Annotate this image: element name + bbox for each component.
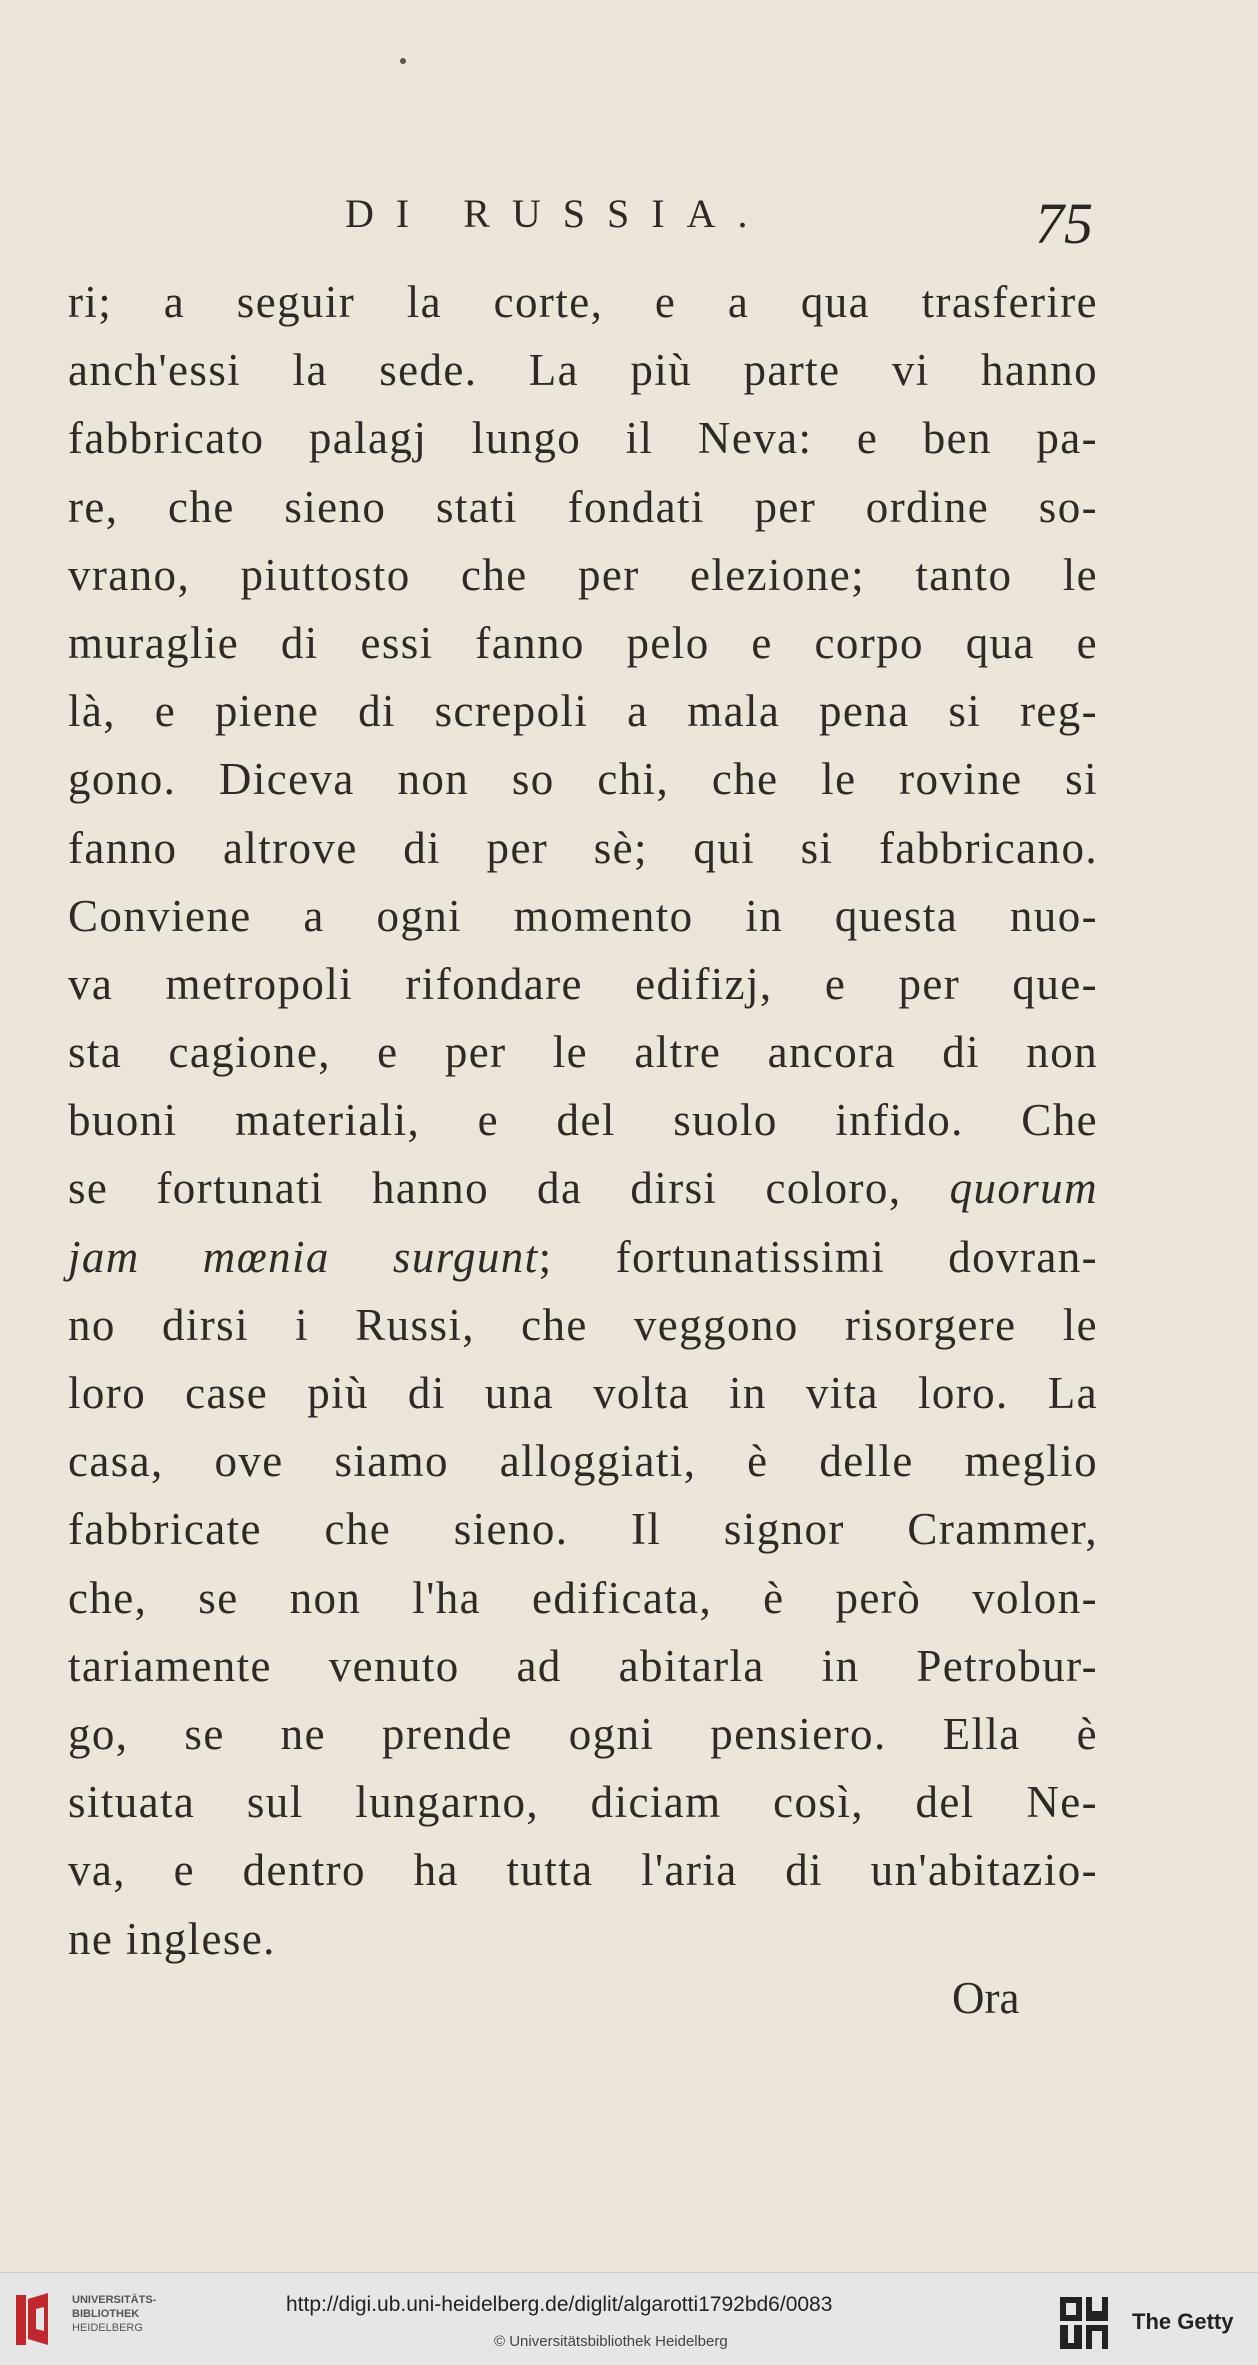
- text-line: loro case più di una volta in vita loro. La: [68, 1368, 1098, 1418]
- text-line: fanno altrove di per sè; qui si fabbricano.: [68, 822, 1098, 873]
- text-line: go, se ne prende ogni pensiero. Ella è: [68, 1708, 1098, 1759]
- running-head: DI RUSSIA.: [345, 191, 770, 236]
- library-name-line: UNIVERSITÄTS-: [72, 2294, 157, 2306]
- text-line: fabbricato palagj lungo il Neva: e ben pa-: [68, 413, 1098, 464]
- text-line: re, che sieno stati fondati per ordine so-: [68, 481, 1098, 532]
- copyright-notice: © Universitätsbibliothek Heidelberg: [494, 2333, 728, 2350]
- text-line: casa, ove siamo alloggiati, è delle meglio: [68, 1436, 1098, 1487]
- text-line: situata sul lungarno, diciam così, del Ne-: [68, 1777, 1098, 1828]
- italic-quote: jam mœnia surgunt: [68, 1231, 539, 1282]
- text-line: muraglie di essi fanno pelo e corpo qua e: [68, 617, 1098, 668]
- partner-name: The Getty: [1132, 2309, 1234, 2334]
- getty-logo-icon: [1058, 2295, 1110, 2351]
- catchword: Ora: [952, 1973, 1020, 2023]
- text-line: [68, 1154, 1098, 1222]
- text-line: no dirsi i Russi, che veggono risorgere le: [68, 1299, 1098, 1350]
- text-line: va, e dentro ha tutta l'aria di un'abitazio-: [68, 1845, 1098, 1896]
- text-line: fabbricate che sieno. Il signor Crammer,: [68, 1504, 1098, 1555]
- text-line: Conviene a ogni momento in questa nuo-: [68, 890, 1098, 941]
- text-line: che, se non l'ha edificata, è però volon-: [68, 1572, 1098, 1623]
- text-line: gono. Diceva non so chi, che le rovine si: [68, 754, 1098, 805]
- library-name: [72, 2293, 156, 2335]
- text-line: va metropoli rifondare edifizj, e per que-: [68, 958, 1098, 1009]
- library-name-line: HEIDELBERG: [72, 2322, 143, 2334]
- text-line: vrano, piuttosto che per elezione; tanto le: [68, 549, 1098, 600]
- text-line: tariamente venuto ad abitarla in Petrobur-: [68, 1640, 1098, 1691]
- text-line: là, e piene di screpoli a mala pena si reg-: [68, 686, 1098, 737]
- footer-bar: [0, 2272, 1258, 2365]
- text-line: anch'essi la sede. La più parte vi hanno: [68, 345, 1098, 396]
- text-line: ri; a seguir la corte, e a qua trasferire: [68, 277, 1098, 327]
- body-text: [68, 268, 1098, 1973]
- page-number: 75: [1035, 191, 1093, 256]
- text-segment: se fortunati hanno da dirsi coloro,: [68, 1163, 902, 1214]
- text-line: buoni materiali, e del suolo infido. Che: [68, 1095, 1098, 1146]
- library-name-line: BIBLIOTHEK: [72, 2308, 140, 2320]
- italic-quote: quorum: [949, 1163, 1098, 1214]
- source-url-link[interactable]: http://digi.ub.uni-heidelberg.de/diglit/algarotti1792bd6/0083: [286, 2293, 833, 2316]
- ub-heidelberg-logo-icon: [14, 2289, 62, 2351]
- text-segment: ; fortunatissimi dovran-: [538, 1231, 1099, 1282]
- ink-speck: [400, 58, 406, 64]
- text-line: ne inglese.: [68, 1913, 276, 1964]
- text-line: [68, 1223, 1098, 1291]
- text-line: sta cagione, e per le altre ancora di non: [68, 1027, 1098, 1078]
